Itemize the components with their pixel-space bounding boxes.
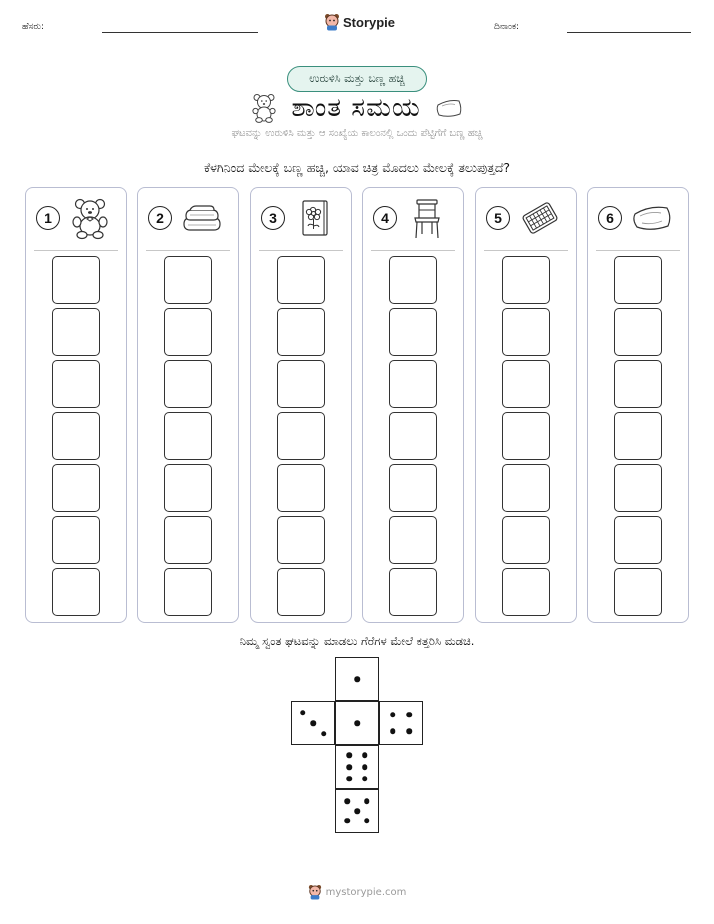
color-box[interactable]	[502, 308, 550, 356]
die-pip	[390, 712, 396, 718]
color-box[interactable]	[389, 464, 437, 512]
color-box[interactable]	[614, 360, 662, 408]
die-pip	[362, 776, 368, 782]
title-row	[0, 90, 714, 126]
die-pip	[310, 720, 316, 726]
color-box[interactable]	[614, 412, 662, 460]
color-box[interactable]	[164, 568, 212, 616]
die-pip	[362, 764, 368, 770]
folded-blanket-icon	[180, 196, 224, 240]
column-4	[362, 187, 464, 623]
column-divider	[259, 250, 343, 251]
pillow-icon	[435, 97, 463, 119]
color-box[interactable]	[52, 516, 100, 564]
column-divider	[596, 250, 680, 251]
die-face[interactable]	[291, 701, 335, 745]
column-6	[587, 187, 689, 623]
die-pip	[345, 799, 351, 805]
color-box[interactable]	[164, 516, 212, 564]
color-box[interactable]	[164, 464, 212, 512]
die-pip	[347, 776, 353, 782]
color-box[interactable]	[614, 464, 662, 512]
waffle-rug-icon	[518, 196, 562, 240]
column-number-badge: 4	[373, 206, 397, 230]
die-face[interactable]	[335, 657, 379, 701]
color-box[interactable]	[389, 360, 437, 408]
name-label: ಹೆಸರು:	[22, 22, 45, 32]
color-box[interactable]	[277, 516, 325, 564]
color-box[interactable]	[52, 360, 100, 408]
die-pip	[345, 818, 351, 824]
die-pip	[354, 720, 360, 726]
color-box[interactable]	[164, 308, 212, 356]
die-pip	[407, 712, 413, 718]
column-3	[250, 187, 352, 623]
die-face[interactable]	[379, 701, 423, 745]
die-face[interactable]	[335, 789, 379, 833]
die-pip	[407, 729, 413, 735]
color-box[interactable]	[502, 568, 550, 616]
column-1	[25, 187, 127, 623]
column-2	[137, 187, 239, 623]
name-line[interactable]	[102, 32, 258, 33]
footer	[0, 884, 714, 900]
date-line[interactable]	[567, 32, 691, 33]
color-box[interactable]	[614, 516, 662, 564]
chair-icon	[405, 196, 449, 240]
die-pip	[362, 752, 368, 758]
color-box[interactable]	[502, 464, 550, 512]
column-number-badge: 1	[36, 206, 60, 230]
color-box[interactable]	[614, 568, 662, 616]
color-box[interactable]	[277, 360, 325, 408]
column-divider	[484, 250, 568, 251]
die-pip	[390, 729, 396, 735]
footer-url[interactable]: mystorypie.com	[325, 886, 407, 898]
die-pip	[321, 731, 327, 737]
page-title: ಶಾಂತ ಸಮಯ	[291, 92, 421, 123]
die-pip	[300, 710, 306, 716]
column-number-badge: 2	[148, 206, 172, 230]
column-number-badge: 3	[261, 206, 285, 230]
color-box[interactable]	[52, 308, 100, 356]
die-pip	[347, 764, 353, 770]
die-pip	[354, 676, 360, 682]
brand-name: Storypie	[343, 14, 396, 30]
die-pip	[364, 818, 370, 824]
die-face[interactable]	[335, 745, 379, 789]
activity-badge: ಉರುಳಿಸಿ ಮತ್ತು ಬಣ್ಣ ಹಚ್ಚಿ	[287, 66, 427, 92]
color-box[interactable]	[277, 256, 325, 304]
column-number-badge: 6	[598, 206, 622, 230]
die-pip	[354, 808, 360, 814]
color-box[interactable]	[277, 412, 325, 460]
color-box[interactable]	[52, 464, 100, 512]
storypie-mascot-icon	[308, 884, 322, 900]
color-box[interactable]	[389, 412, 437, 460]
instructions-subtitle: ಘಟವನ್ನು ಉರುಳಿಸಿ ಮತ್ತು ಆ ಸಂಖ್ಯೆಯ ಕಾಲಂನಲ್ಲಿ ಒಂದು ಪೆಟ್ಟಿಗೆಗೆ ಬಣ್ಣ ಹಚ್ಚಿ	[231, 128, 483, 139]
color-box[interactable]	[614, 308, 662, 356]
color-box[interactable]	[389, 308, 437, 356]
color-box[interactable]	[389, 256, 437, 304]
die-pip	[364, 799, 370, 805]
die-pip	[347, 752, 353, 758]
column-number-badge: 5	[486, 206, 510, 230]
color-box[interactable]	[277, 568, 325, 616]
column-divider	[34, 250, 118, 251]
brand-logo	[324, 13, 395, 31]
color-box[interactable]	[52, 412, 100, 460]
color-box[interactable]	[502, 256, 550, 304]
color-box[interactable]	[389, 516, 437, 564]
color-box[interactable]	[164, 360, 212, 408]
die-face[interactable]	[335, 701, 379, 745]
teddy-bear-icon	[251, 93, 277, 123]
color-box[interactable]	[164, 412, 212, 460]
flower-book-icon	[293, 196, 337, 240]
color-box[interactable]	[52, 256, 100, 304]
color-box[interactable]	[52, 568, 100, 616]
color-box[interactable]	[502, 360, 550, 408]
column-divider	[371, 250, 455, 251]
color-box[interactable]	[277, 308, 325, 356]
color-box[interactable]	[614, 256, 662, 304]
date-label: ದಿನಾಂಕ:	[494, 22, 520, 32]
color-box[interactable]	[389, 568, 437, 616]
column-divider	[146, 250, 230, 251]
teddy-bear-icon	[68, 196, 112, 240]
question-text: ಕೆಳಗಿನಿಂದ ಮೇಲಕ್ಕೆ ಬಣ್ಣ ಹಚ್ಚಿ, ಯಾವ ಚಿತ್ರ ಮೊದಲು ಮೇಲಕ್ಕೆ ತಲುಪುತ್ತದೆ?	[203, 160, 511, 175]
die-instruction: ನಿಮ್ಮ ಸ್ವಂತ ಘಟವನ್ನು ಮಾಡಲು ಗೆರೆಗಳ ಮೇಲೆ ಕತ್ತರಿಸಿ ಮಡಚಿ.	[239, 634, 475, 648]
color-box[interactable]	[502, 516, 550, 564]
color-box[interactable]	[502, 412, 550, 460]
column-5	[475, 187, 577, 623]
color-box[interactable]	[164, 256, 212, 304]
color-box[interactable]	[277, 464, 325, 512]
storypie-mascot-icon	[324, 13, 340, 31]
pillow-icon	[630, 196, 674, 240]
